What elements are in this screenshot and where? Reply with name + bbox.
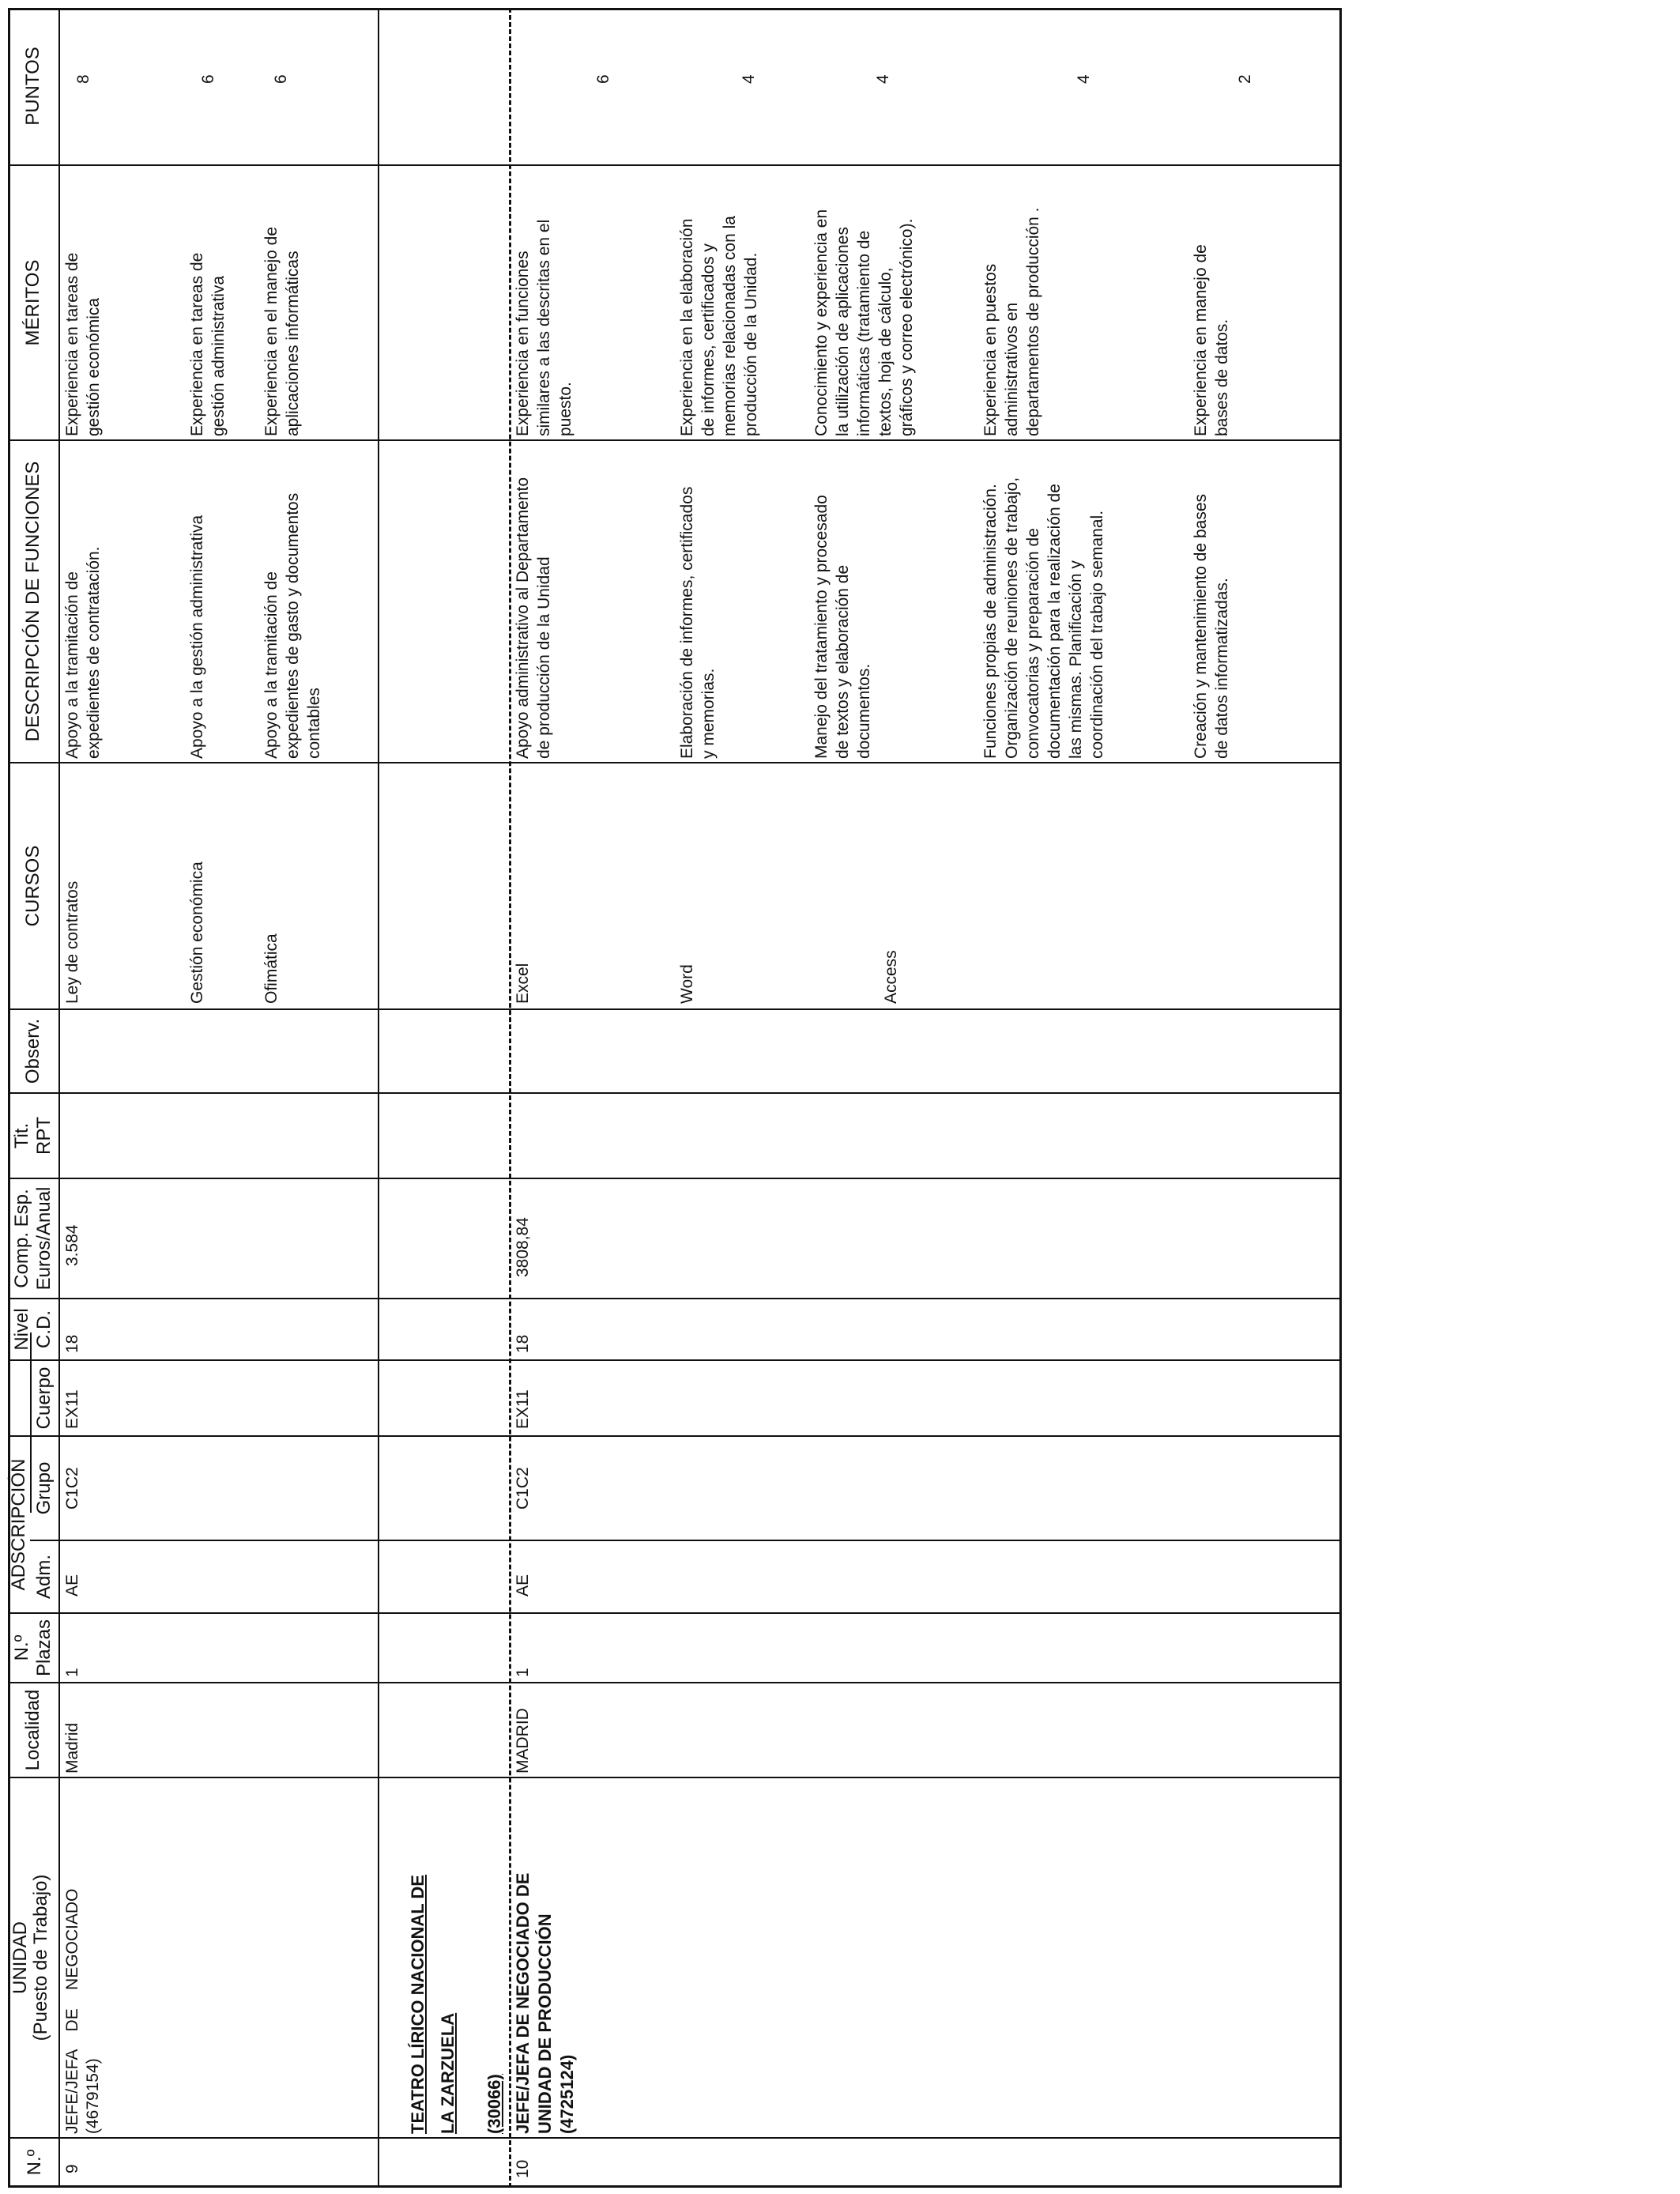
row10-cuerpo: EX11 <box>514 1389 532 1429</box>
row9-adm: AE <box>63 1574 81 1596</box>
row10-funcion-2: Elaboración de informes, certificados y memorias. <box>678 486 718 759</box>
header-grupo: Grupo <box>33 1461 55 1515</box>
row9-number: 9 <box>63 2164 81 2173</box>
row10-comp: 3808,84 <box>514 1217 532 1277</box>
row9-puntos-3: 6 <box>272 74 290 84</box>
row9-puesto-code: (4679154) <box>84 2058 102 2134</box>
col-sep-cuerpo <box>8 1359 1342 1361</box>
row9-curso-3: Ofimática <box>262 933 281 1004</box>
header-observ: Observ. <box>22 1018 43 1084</box>
row9-puntos-2: 6 <box>199 74 217 84</box>
header-puntos: PUNTOS <box>22 47 43 126</box>
row9-merito-1: Experiencia en tareas de gestión económica <box>63 252 103 436</box>
col-sep-funciones <box>8 439 1342 441</box>
col-sep-unidad <box>8 1777 1342 1778</box>
row9-funcion-3: Apoyo a la tramitación de expedientes de gasto y documentos contables <box>262 492 323 759</box>
header-localidad: Localidad <box>22 1689 43 1771</box>
col-sep-plazas <box>8 1612 1342 1614</box>
row9-localidad: Madrid <box>63 1722 81 1774</box>
col-sep-grupo <box>8 1435 1342 1437</box>
row10-plazas: 1 <box>514 1668 532 1677</box>
unit-code: (30066) <box>484 2074 504 2134</box>
header-tit: Tit. RPT <box>11 1117 55 1155</box>
row9-grupo: C1C2 <box>63 1467 81 1510</box>
col-sep-nivel <box>8 1298 1342 1299</box>
row10-merito-4: Experiencia en puestos administrativos en departamentos de producción . <box>981 207 1042 436</box>
header-cursos: CURSOS <box>22 845 43 927</box>
col-sep-cursos <box>8 762 1342 763</box>
header-cuerpo: Cuerpo <box>33 1367 55 1430</box>
row10-puntos-5: 2 <box>1236 74 1254 84</box>
header-comp: Comp. Esp. Euros/Anual <box>11 1186 55 1291</box>
unit-row-divider <box>509 8 511 2188</box>
col-sep-meritos <box>8 164 1342 166</box>
col-sep-n <box>8 2137 1342 2139</box>
col-sep-localidad <box>8 1682 1342 1683</box>
header-funciones: DESCRIPCIÓN DE FUNCIONES <box>22 461 43 742</box>
row9-puesto: JEFE/JEFA DE NEGOCIADO <box>63 1888 81 2134</box>
row9-merito-3: Experiencia en el manejo de aplicaciones informáticas <box>262 226 302 436</box>
header-divider <box>58 8 60 2188</box>
row10-localidad: MADRID <box>514 1708 532 1774</box>
row9-merito-2: Experiencia en tareas de gestión administrativa <box>188 252 228 436</box>
row10-puntos-4: 4 <box>1075 74 1093 84</box>
row10-puntos-1: 6 <box>594 74 612 84</box>
row10-merito-3: Conocimiento y experiencia en la utilización de aplicaciones informáticas (tratamiento de textos, hoja de cálculo, gráficos y correo electrónico). <box>812 209 916 436</box>
row10-funcion-1: Apoyo administrativo al Departamento de producción de la Unidad <box>514 477 553 759</box>
row10-merito-2: Experiencia en la elaboración de informes, certificados y memorias relacionadas con la producción de la Unidad. <box>678 216 760 436</box>
row10-merito-1: Experiencia en funciones similares a las descritas en el puesto. <box>514 219 574 436</box>
header-n: N.º <box>24 2149 45 2176</box>
header-unidad: UNIDAD <box>9 1921 31 1995</box>
row10-funcion-5: Creación y mantenimiento de bases de datos informatizadas. <box>1192 493 1231 759</box>
col-sep-observ <box>8 1008 1342 1010</box>
row9-nivel: 18 <box>63 1334 81 1353</box>
header-meritos: MÉRITOS <box>22 259 43 346</box>
row9-plazas: 1 <box>63 1668 81 1677</box>
row10-merito-5: Experiencia en manejo de bases de datos. <box>1192 244 1231 436</box>
row10-curso-3: Access <box>882 950 900 1004</box>
row10-curso-2: Word <box>678 964 696 1004</box>
row9-curso-1: Ley de contratos <box>63 880 81 1004</box>
row10-puntos-3: 4 <box>874 74 892 84</box>
row10-curso-1: Excel <box>514 963 532 1004</box>
row9-comp: 3.584 <box>63 1224 81 1266</box>
header-puesto: (Puesto de Trabajo) <box>30 1874 51 2041</box>
col-sep-tit <box>8 1092 1342 1094</box>
col-sep-comp <box>8 1178 1342 1179</box>
row10-funcion-4: Funciones propias de administración. Organización de reuniones de trabajo, convocatorias y preparación de documentación para la realización de las mismas. Planificación y coordinación del trabajo semanal. <box>981 477 1106 759</box>
col-sep-adm <box>30 1540 1342 1541</box>
unit-name: TEATRO LÍRICO NACIONAL DE LA ZARZUELA <box>408 1875 458 2134</box>
header-plazas: N.º Plazas <box>11 1619 55 1677</box>
row9-bottom <box>378 8 379 2188</box>
row10-nivel: 18 <box>514 1334 532 1353</box>
row9-funcion-1: Apoyo a la tramitación de expedientes de contratación. <box>63 546 103 759</box>
row9-cuerpo: EX11 <box>63 1389 81 1429</box>
header-nivel: Nivel C.D. <box>11 1308 55 1351</box>
row9-curso-2: Gestión económica <box>188 861 206 1004</box>
header-adm: Adm. <box>33 1555 55 1600</box>
row10-funcion-3: Manejo del tratamiento y procesado de textos y elaboración de documentos. <box>812 495 873 759</box>
row10-puntos-2: 4 <box>740 74 758 84</box>
row10-grupo: C1C2 <box>514 1467 532 1510</box>
row10-number: 10 <box>514 2159 532 2178</box>
row9-puntos-1: 8 <box>74 74 92 84</box>
header-adscripcion: ADSCRIPCIÓN <box>8 1458 29 1591</box>
row10-adm: AE <box>514 1574 532 1596</box>
row10-puesto: JEFE/JEFA DE NEGOCIADO DE UNIDAD DE PRODUCCIÓN (4725124) <box>513 1872 577 2134</box>
row9-funcion-2: Apoyo a la gestión administrativa <box>188 515 206 759</box>
